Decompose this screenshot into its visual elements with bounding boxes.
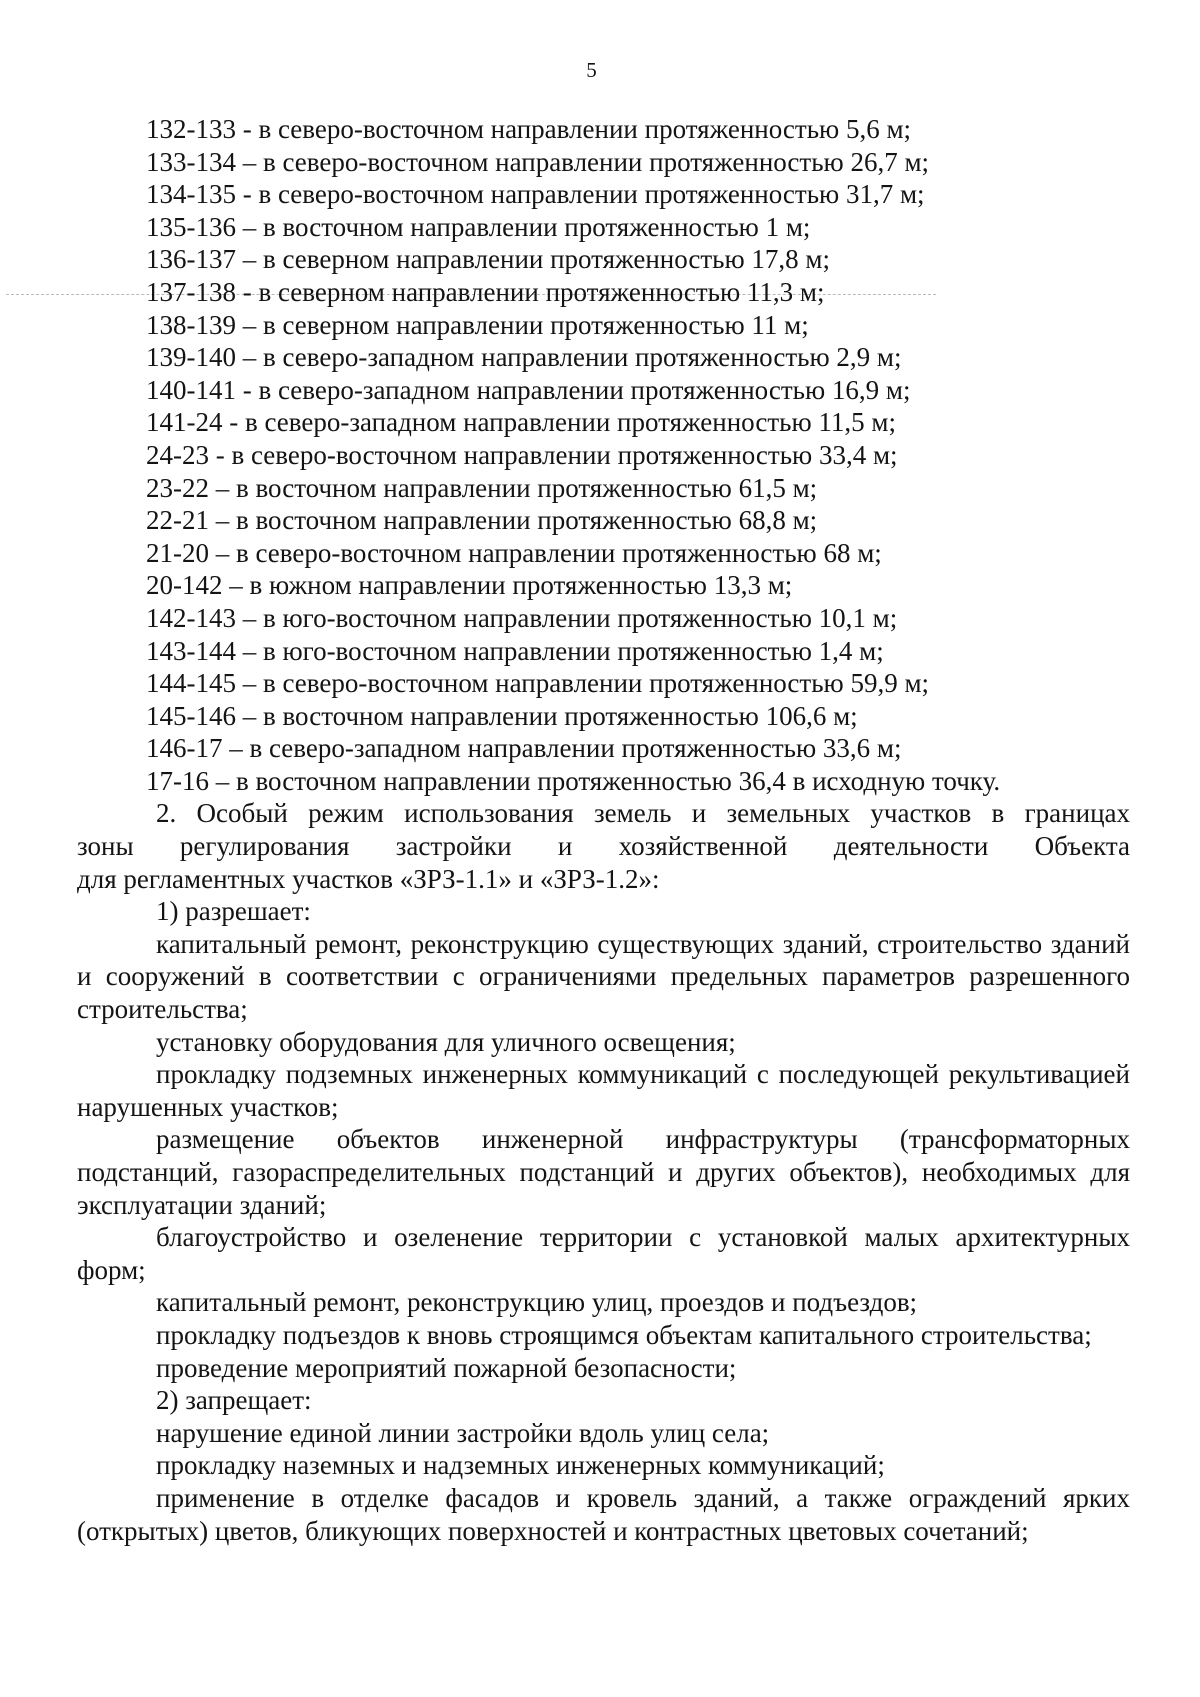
boundary-segment: 134-135 - в северо-восточном направлении протяженностью 31,7 м;: [146, 179, 925, 210]
boundary-segment: 145-146 – в восточном направлении протяженностью 106,6 м;: [146, 700, 858, 731]
boundary-segment: 132-133 - в северо-восточном направлении протяженностью 5,6 м;: [146, 114, 912, 144]
boundary-segment: 24-23 - в северо-восточном направлении протяженностью 33,4 м;: [146, 439, 898, 470]
boundary-segment: 136-137 – в северном направлении протяженностью 17,8 м;: [146, 244, 831, 275]
page-number: 5: [586, 58, 597, 82]
boundary-segment: 140-141 - в северо-западном направлении протяженностью 16,9 м;: [146, 374, 911, 405]
boundary-segment: 142-143 – в юго-восточном направлении протяженностью 10,1 м;: [146, 602, 898, 633]
permit-item: размещение объектов инженерной инфраструктуры (трансформаторных подстанций, газораспределительных подстанций и других объектов), необходимых для эксплуатации зданий;: [77, 1124, 1130, 1220]
permit-item: проведение мероприятий пожарной безопасности;: [156, 1352, 737, 1383]
boundary-segment: 135-136 – в восточном направлении протяженностью 1 м;: [146, 211, 811, 242]
boundary-segment: 138-139 – в северном направлении протяженностью 11 м;: [146, 309, 809, 340]
section-2-intro: [77, 797, 1130, 895]
boundary-segment: 144-145 – в северо-восточном направлении протяженностью 59,9 м;: [146, 668, 930, 699]
prohibit-item: применение в отделке фасадов и кровель зданий, а также ограждений ярких (открытых) цветов, бликующих поверхностей и контрастных цветовых сочетаний;: [77, 1482, 1130, 1546]
prohibits-heading: 2) запрещает:: [156, 1385, 312, 1416]
boundary-segment-list: [77, 113, 1130, 797]
boundary-segment: 21-20 – в северо-восточном направлении протяженностью 68 м;: [146, 537, 882, 568]
boundary-segment: 23-22 – в восточном направлении протяженностью 61,5 м;: [146, 472, 818, 503]
permit-item: благоустройство и озеленение территории с установкой малых архитектурных форм;: [77, 1222, 1130, 1285]
boundary-segment: 22-21 – в восточном направлении протяженностью 68,8 м;: [146, 505, 818, 536]
section-2-intro-line: 2. Особый режим использования земель и земельных участков в границах: [156, 798, 1130, 829]
document-body: [77, 113, 1130, 1547]
permit-item: установку оборудования для уличного освещения;: [156, 1026, 736, 1057]
boundary-segment: 133-134 – в северо-восточном направлении протяженностью 26,7 м;: [146, 146, 930, 177]
boundary-segment: 141-24 - в северо-западном направлении протяженностью 11,5 м;: [146, 407, 896, 438]
section-2-intro-line: зоны регулирования застройки и хозяйственной деятельности Объекта: [77, 831, 1130, 862]
boundary-segment: 20-142 – в южном направлении протяженностью 13,3 м;: [146, 570, 793, 601]
boundary-segment: 143-144 – в юго-восточном направлении протяженностью 1,4 м;: [146, 635, 884, 666]
permit-item: капитальный ремонт, реконструкцию существующих зданий, строительство зданий и сооружений в соответствии с ограничениями предельных параметров разрешенного строительства;: [77, 928, 1130, 1025]
prohibit-item: прокладку наземных и надземных инженерных коммуникаций;: [156, 1450, 885, 1481]
section-2-intro-line: для регламентных участков «ЗРЗ-1.1» и «ЗРЗ-1.2»:: [77, 863, 660, 894]
boundary-segment: 146-17 – в северо-западном направлении протяженностью 33,6 м;: [146, 733, 902, 764]
permit-item: прокладку подъездов к вновь строящимся объектам капитального строительства;: [156, 1319, 1092, 1350]
boundary-segment: 17-16 – в восточном направлении протяженностью 36,4 в исходную точку.: [146, 765, 1001, 796]
boundary-segment: 137-138 - в северном направлении протяженностью 11,3 м;: [146, 276, 825, 307]
permit-item: прокладку подземных инженерных коммуникаций с последующей рекультивацией нарушенных участков;: [77, 1059, 1130, 1122]
permit-item: капитальный ремонт, реконструкцию улиц, проездов и подъездов;: [156, 1287, 918, 1318]
permits-heading: 1) разрешает:: [156, 896, 311, 927]
prohibit-item: нарушение единой линии застройки вдоль улиц села;: [156, 1417, 770, 1448]
boundary-segment: 139-140 – в северо-западном направлении протяженностью 2,9 м;: [146, 342, 902, 373]
